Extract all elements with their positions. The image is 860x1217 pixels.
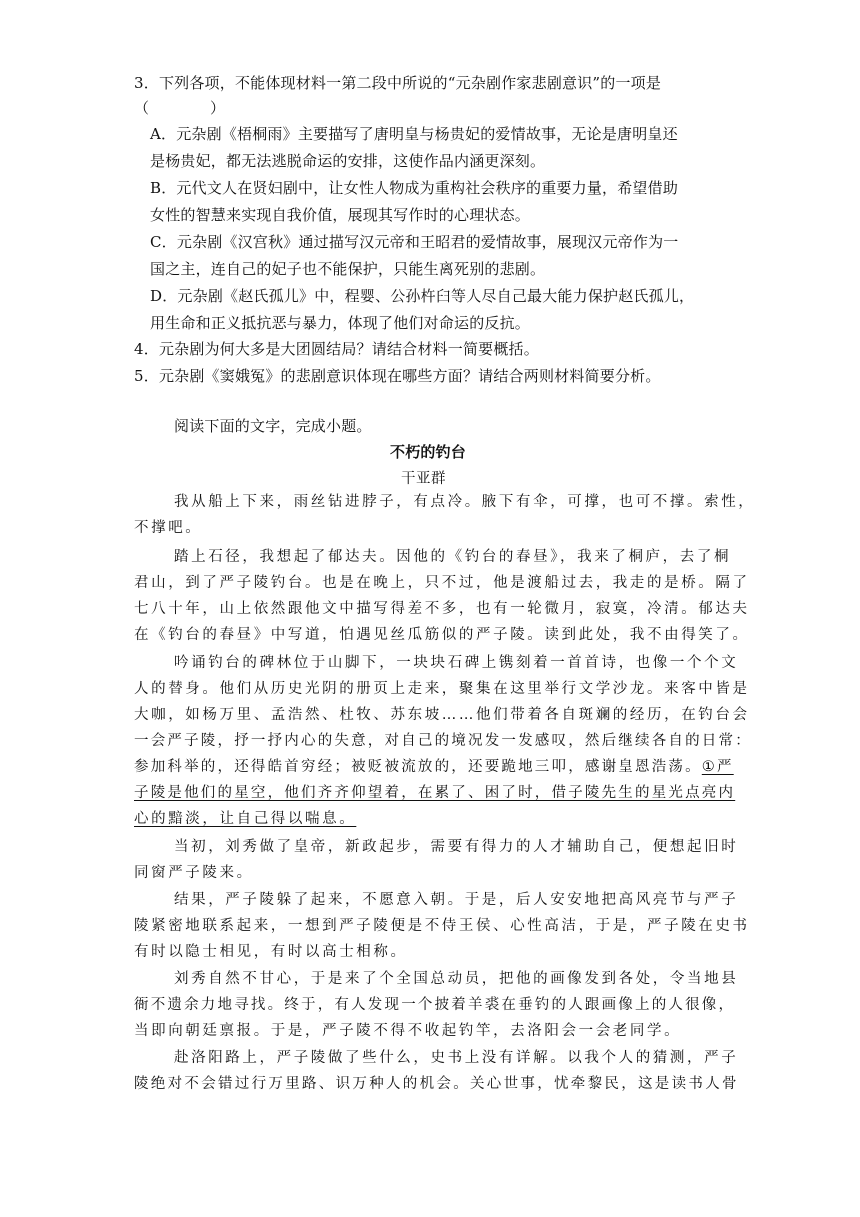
- story-line: 同窗严子陵来。: [134, 865, 254, 881]
- story-line: 当初，刘秀做了皇帝，新政起步，需要有得力的人才辅助自己，便想起旧时: [174, 839, 739, 855]
- story-line: 在《钓台的春昼》中写道，怕遇见丝瓜筋似的严子陵。读到此处，我不由得笑了。: [134, 627, 750, 643]
- story-line: 君山，到了严子陵钓台。也是在晚上，只不过，他是渡船过去，我走的是桥。隔了: [134, 575, 750, 591]
- question-3-stem: 3．下列各项，不能体现材料一第二段中所说的“元杂剧作家悲剧意识”的一项是: [134, 74, 662, 92]
- story-line: 七八十年，山上依然跟他文中描写得差不多，也有一轮微月，寂寞，冷清。郁达夫: [134, 601, 750, 617]
- option-b-line-2: 女性的智慧来实现自我价值，展现其写作时的心理状态。: [150, 206, 531, 224]
- story-line: 结果，严子陵躲了起来，不愿意入朝。于是，后人安安地把高风亮节与严子: [174, 892, 739, 908]
- underlined-sentence-1-start: ①严: [701, 759, 734, 775]
- option-d-line-2: 用生命和正义抵抗恶与暴力，体现了他们对命运的反抗。: [150, 314, 531, 332]
- option-c-line-1: C．元杂剧《汉宫秋》通过描写汉元帝和王昭君的爱情故事，展现汉元帝作为一: [150, 233, 679, 251]
- option-c-line-2: 国之主，连自己的妃子也不能保护，只能生离死别的悲剧。: [150, 260, 546, 278]
- question-3-answer-blank: （ ）: [134, 99, 226, 117]
- story-line: 人的替身。他们从历史光阴的册页上走来，聚集在这里举行文学沙龙。来客中皆是: [134, 681, 750, 697]
- option-b-line-1: B．元代文人在贤妇剧中，让女性人物成为重构社会秩序的重要力量，希望借助: [150, 179, 679, 197]
- story-line: 一会严子陵，抒一抒内心的失意，对自己的境况发一发感叹，然后继续各自的日常：: [134, 733, 752, 749]
- option-a-line-2: 是杨贵妃，都无法逃脱命运的安排，这使作品内涵更深刻。: [150, 152, 546, 170]
- question-5: 5．元杂剧《窦娥冤》的悲剧意识体现在哪些方面？请结合两则材料简要分析。: [134, 367, 661, 385]
- story-line: 赴洛阳路上，严子陵做了些什么，史书上没有详解。以我个人的猜测，严子: [174, 1050, 739, 1066]
- option-a-line-1: A．元杂剧《梧桐雨》主要描写了唐明皇与杨贵妃的爱情故事，无论是唐明皇还: [150, 125, 678, 143]
- story-line: 当即向朝廷禀报。于是，严子陵不得不收起钓竿，去洛阳会一会老同学。: [134, 1023, 682, 1039]
- story-author: 干亚群: [401, 471, 446, 487]
- story-line: 不撑吧。: [134, 520, 203, 536]
- underlined-sentence-1: 子陵是他们的星空，他们齐齐仰望着，在累了、困了时，借子陵先生的星光点亮内: [134, 785, 736, 801]
- underlined-sentence-1-end: 心的黯淡，让自己得以喘息。: [134, 811, 357, 827]
- story-line: 刘秀自然不甘心，于是来了个全国总动员，把他的画像发到各处，令当地县: [174, 971, 739, 987]
- story-title: 不朽的钓台: [390, 443, 467, 461]
- story-line: 大咖，如杨万里、孟浩然、杜牧、苏东坡……他们带着各自斑斓的经历，在钓台会: [134, 707, 750, 723]
- story-line: 我从船上下来，雨丝钻进脖子，有点冷。腋下有伞，可撑，也可不撑。索性，: [174, 494, 756, 510]
- story-line: 衙不遗余力地寻找。终于，有人发现一个披着羊裘在垂钓的人跟画像上的人很像，: [134, 997, 736, 1013]
- story-text: 参加科举的，还得皓首穷经；被贬被流放的，还要跪地三叩，感谢皇恩浩荡。: [134, 759, 702, 775]
- story-line: 吟诵钓台的碑林位于山脚下，一块块石碑上镌刻着一首首诗，也像一个个文: [174, 655, 739, 671]
- story-line: 陵紧密地联系起来，一想到严子陵便是不侍王侯、心性高洁，于是，严子陵在史书: [134, 918, 750, 934]
- option-d-line-1: D．元杂剧《赵氏孤儿》中，程婴、公孙杵臼等人尽自己最大能力保护赵氏孤儿，: [150, 287, 695, 305]
- reading-instruction: 阅读下面的文字，完成小题。: [174, 417, 372, 435]
- story-line: [134, 757, 734, 777]
- question-4: 4．元杂剧为何大多是大团圆结局？请结合材料一简要概括。: [134, 340, 539, 358]
- story-line: 踏上石径，我想起了郁达夫。因他的《钓台的春昼》，我来了桐庐，去了桐: [174, 549, 732, 565]
- story-line: 陵绝对不会错过行万里路、识万种人的机会。关心世事，忧牵黎民，这是读书人骨: [134, 1076, 739, 1092]
- story-line: 有时以隐士相见，有时以高士相称。: [134, 944, 408, 960]
